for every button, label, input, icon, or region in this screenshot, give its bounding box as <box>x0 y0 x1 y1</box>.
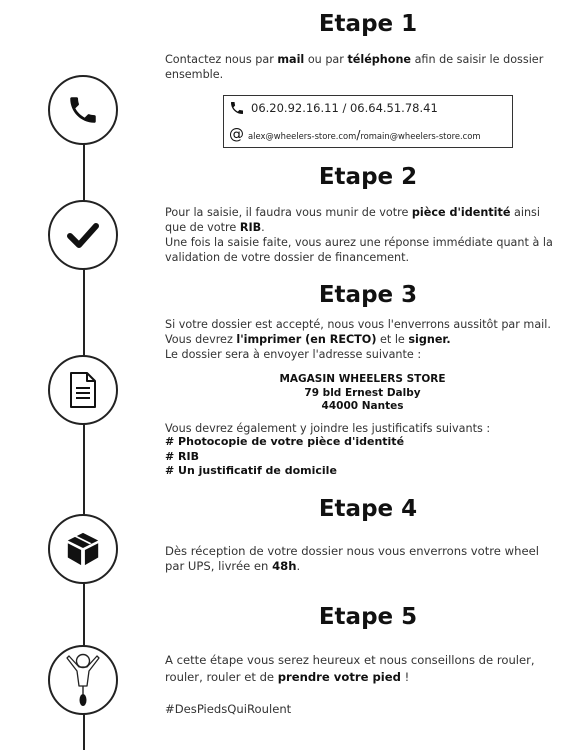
step-3-title: Etape 3 <box>318 282 418 308</box>
address-line: MAGASIN WHEELERS STORE <box>279 373 446 385</box>
step-5-title: Etape 5 <box>318 604 418 630</box>
step-1-circle <box>48 75 118 145</box>
step-2-circle <box>48 200 118 270</box>
phone-small-icon <box>229 100 245 116</box>
package-icon <box>64 530 102 568</box>
step-4-text: Dès réception de votre dossier nous vous enverrons votre wheel par UPS, livrée en 48h. <box>165 544 539 573</box>
list-item: # Un justificatif de domicile <box>165 464 337 477</box>
step-2-title: Etape 2 <box>318 164 418 190</box>
contact-box <box>223 95 513 148</box>
step-2-text: Pour la saisie, il faudra vous munir de votre pièce d'identité ainsi que de votre RIB. Une fois la saisie faite, vous aurez une réponse immédiate quant à la validation de votre dossier de financement. <box>165 206 553 264</box>
email-separator: / <box>356 127 361 142</box>
step-5-text: A cette étape vous serez heureux et nous conseillons de rouler, rouler, rouler et de prendre votre pied ! <box>165 653 535 684</box>
step-1-text: Contactez nous par mail ou par téléphone afin de saisir le dossier ensemble. <box>165 53 544 81</box>
justifs-list <box>165 435 560 479</box>
address-line: 44000 Nantes <box>321 400 404 412</box>
address-line: 79 bld Ernest Dalby <box>304 386 421 399</box>
step-3-justifs-intro: Vous devrez également y joindre les justificatifs suivants : <box>165 422 491 435</box>
step-5-circle <box>48 645 118 715</box>
at-icon: @ <box>229 125 244 143</box>
phone-numbers: 06.20.92.16.11 / 06.64.51.78.41 <box>251 101 438 115</box>
list-item: # Photocopie de votre pièce d'identité <box>165 435 405 448</box>
check-icon <box>63 215 103 255</box>
person-unicycle-icon <box>60 652 106 708</box>
email-link-alex[interactable]: alex@wheelers-store.com <box>248 130 357 141</box>
step-3-text: Si votre dossier est accepté, nous vous l'enverrons aussitôt par mail. Vous devrez l'imprimer (en RECTO) et le signer. Le dossier sera à envoyer l'adresse suivante : <box>165 318 551 361</box>
document-icon <box>68 371 98 409</box>
phone-icon <box>66 93 100 127</box>
hashtag: #DesPiedsQuiRoulent <box>165 702 292 716</box>
step-4-title: Etape 4 <box>318 496 418 522</box>
list-item: # RIB <box>165 449 199 463</box>
step-4-circle <box>48 514 118 584</box>
email-addresses <box>248 128 481 142</box>
step-3-circle <box>48 355 118 425</box>
postal-address <box>165 373 560 414</box>
email-link-romain[interactable]: romain@wheelers-store.com <box>360 130 481 141</box>
step-1-title: Etape 1 <box>318 11 418 37</box>
